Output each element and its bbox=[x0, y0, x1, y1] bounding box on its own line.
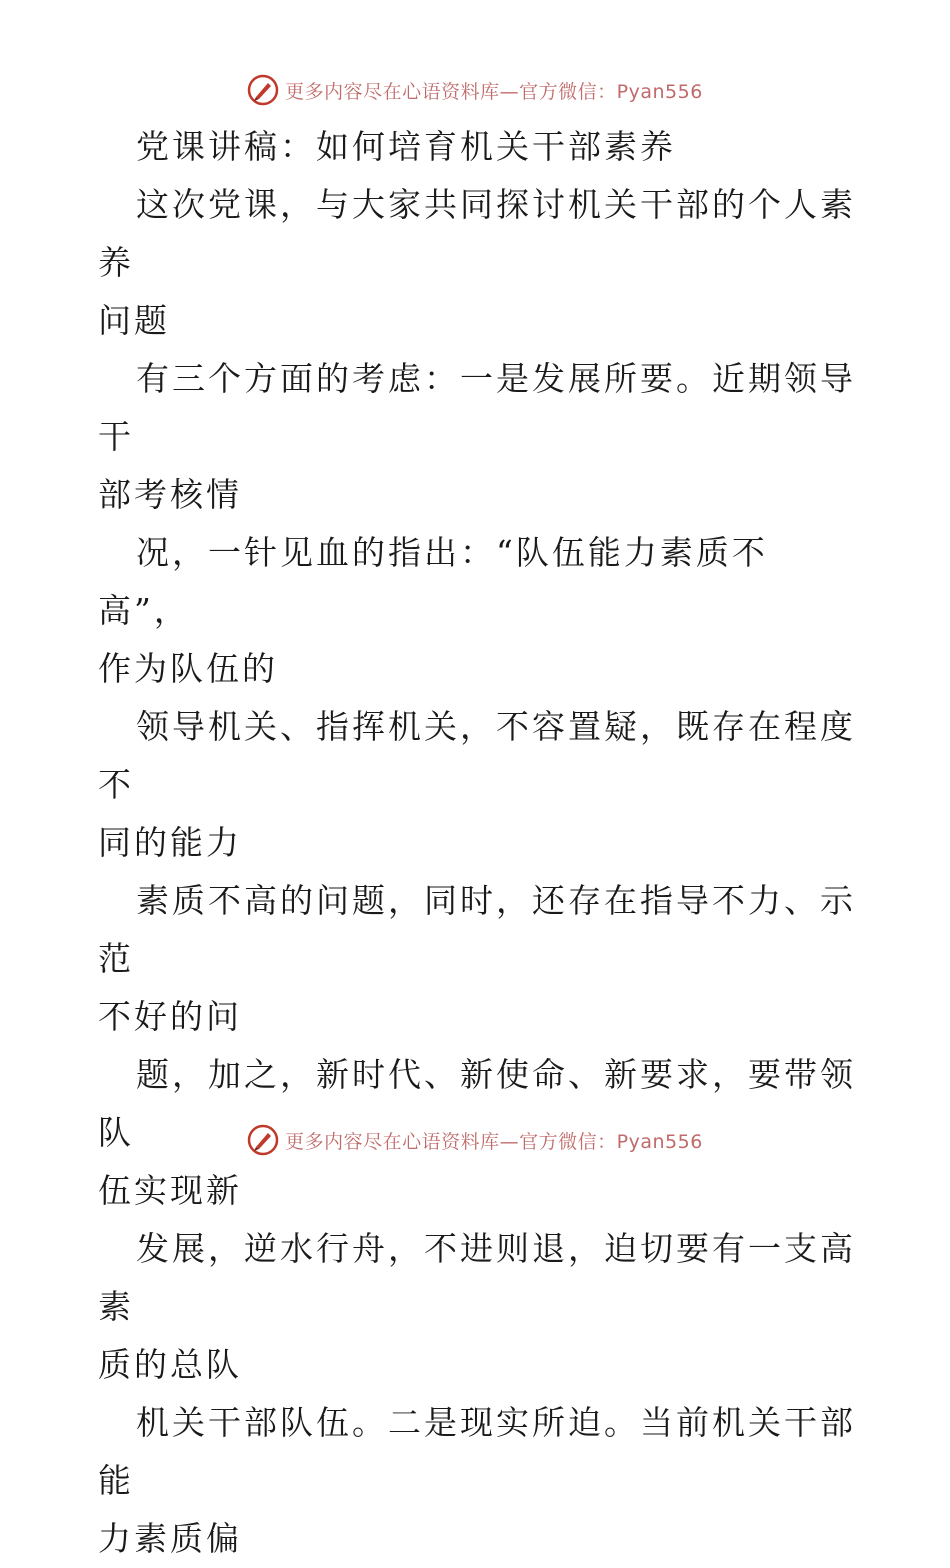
pen-logo-icon bbox=[247, 74, 279, 106]
document-body bbox=[98, 118, 858, 1568]
paragraph: 题，加之，新时代、新使命、新要求，要带领队 伍实现新 bbox=[98, 1055, 856, 1210]
paragraph: 这次党课，与大家共同探讨机关干部的个人素养 问题 bbox=[98, 185, 856, 340]
pen-logo-icon bbox=[247, 1124, 279, 1156]
paragraph: 况，一针见血的指出：“队伍能力素质不高”， 作为队伍的 bbox=[98, 533, 768, 688]
watermark-text: 更多内容尽在心语资料库—官方微信：Pyan556 bbox=[285, 1130, 703, 1153]
paragraph: 发展，逆水行舟，不进则退，迫切要有一支高素 质的总队 bbox=[98, 1229, 856, 1384]
paragraph: 素质不高的问题，同时，还存在指导不力、示范 不好的问 bbox=[98, 881, 856, 1036]
paragraph-title: 党课讲稿：如何培育机关干部素养 bbox=[136, 127, 676, 166]
header-watermark bbox=[0, 70, 950, 110]
paragraph: 有三个方面的考虑：一是发展所要。近期领导干 部考核情 bbox=[98, 359, 856, 514]
watermark-text: 更多内容尽在心语资料库—官方微信：Pyan556 bbox=[285, 80, 703, 103]
paragraph: 领导机关、指挥机关，不容置疑，既存在程度不 同的能力 bbox=[98, 707, 856, 862]
paragraph: 机关干部队伍。二是现实所迫。当前机关干部能 力素质偏 bbox=[98, 1403, 856, 1558]
footer-watermark bbox=[0, 1120, 950, 1160]
